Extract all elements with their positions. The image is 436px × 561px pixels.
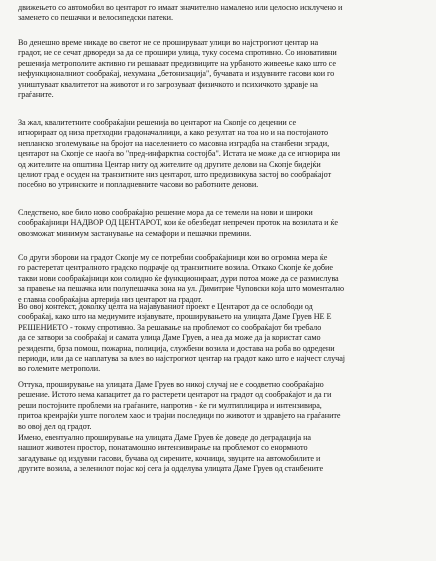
text-line: од жителите на општина Центар ниту од жителите од другите делови на Скопје бидејќи	[18, 159, 321, 169]
paragraph-7	[18, 380, 428, 432]
text-line: нефункционалниот сообраќај, нехумана „бетонизација", бучавата и издувните гасови кои го	[18, 69, 335, 79]
paragraph-3	[18, 118, 428, 191]
text-line: резиденти, брза помош, пожарна, полиција, службени возила и достава на роба во одредени	[18, 343, 335, 353]
text-line: РЕШЕНИЕТО - токму спротивно. За решавање на проблемот со сообраќајот би требало	[18, 322, 322, 332]
text-line: да се затвори за сообраќај и самата улица Даме Груев, а неа да може да ја користат само	[18, 333, 321, 343]
text-line: уништуваат квалитетот на животот и го загрозуваат физичкото и психичкото здравје на	[18, 79, 318, 89]
text-line: посебно во утринските и попладневните часови во работните денови.	[18, 180, 259, 190]
text-line: сообраќајници НАДВОР ОД ЦЕНТАРОТ, кои ќе обезбедат непречен проток на возилата и ќе	[18, 218, 339, 228]
paragraph-8	[18, 433, 428, 475]
paragraph-5	[18, 253, 428, 305]
text-line: центарот на Скопје се наоѓа во "пред-инфарктна состојба". Истата не може да се игнорира ни	[18, 149, 340, 159]
text-line: такви нови сообраќајници кои солидно ќе функционираат, дури потоа може да се размислува	[18, 273, 339, 283]
text-line: во овој дел од градот.	[18, 421, 92, 431]
text-line: реши постојните проблеми на граѓаните, напротив - ќе ги мултиплицира и интензивира,	[18, 400, 322, 410]
text-line: овозможат минимум застанување на семафори и пешачки премини.	[18, 228, 252, 238]
text-line: го растеретат централното градско подрачје од транзитните возила. Откако Скопје ќе добие	[18, 263, 333, 273]
text-line: Оттука, проширување на улицата Даме Груев во никој случај не е соодветно сообраќајно	[18, 380, 324, 389]
text-line: За жал, квалитетните сообраќајни решенија во центарот на Скопје со децении се	[18, 118, 297, 127]
text-line: непланско зголемување на бројот на населението со масовна изградба на станбени згради,	[18, 138, 330, 148]
text-line: граѓаните.	[18, 90, 54, 100]
text-line: Следствено, кое било ново сообраќајно решение мора да се темели на нови и широки	[18, 208, 313, 217]
text-line: периоди, или да се наплатува за влез во најстрогиот центар на градот како што е најчест случај	[18, 354, 346, 364]
text-line: сообраќај, како што на медиумите изјавувате, проширувањето на улицата Даме Груев НЕ Е	[18, 312, 332, 322]
text-line: движењето со автомобил во центарот го имаат значително намалено или целосно исклучено и	[18, 3, 343, 12]
text-line: во големите метрополи.	[18, 364, 101, 374]
paragraph-2	[18, 38, 428, 100]
text-line: Во денешно време никаде во светот не се проширувaат улици во најстрогиот центар на	[18, 38, 319, 47]
text-line: за правење на пешачка или полупешачка зона на ул. Димитрие Чуповски која што моментално	[18, 284, 345, 294]
paragraph-4	[18, 208, 428, 239]
paragraph-6	[18, 302, 428, 375]
text-line: Имено, евентуално проширување на улицата Даме Груев ќе доведе до деградација на	[18, 433, 311, 442]
text-line: другите возила, а зеленилот појас кој сега ја одделува улицата Даме Груев од станбените	[18, 464, 324, 474]
text-line: игнорираат од низа претходни градоначалници, а како резултат на тоа но и на постојаното	[18, 128, 329, 138]
text-line: Во овој контекст, доколку целта на најавуваниот проект е Центарот да се ослободи од	[18, 302, 313, 311]
text-line: Со други зборови на градот Скопје му се потребни сообраќајници кои во огромна мера ќе	[18, 253, 328, 262]
text-line: притоа креирајќи уште поголем хаос и трајни последици по животот и здравјето на граѓаните	[18, 411, 341, 421]
text-line: заменето со пешачки и велосипедски патеки.	[18, 13, 173, 23]
text-line: загадување од издувни гасови, бучава од сирените, кочници, звуците на автомобилите и	[18, 453, 321, 463]
text-line: е главна сообраќајна артерија низ центарот на градот.	[18, 294, 203, 304]
text-line: целиот град е осуден на транзитните низ центарот, што предизвикува застој во сообраќајот	[18, 170, 332, 180]
text-line: решенија метрополите активно ги решаваат предизвиците на урбаното живеење како што се	[18, 58, 336, 68]
text-line: нашиот животен простор, понатамошно интензивирање на проблемот со енормното	[18, 443, 308, 453]
text-line: решение. Истото нема капацитет да го растерети центарот на градот од сообраќајот и да ги	[18, 390, 332, 400]
paragraph-1	[18, 3, 428, 24]
text-line: градот, не се сечат дрвореди за да се прошири улица, туку сосема спротивно. Со иновативни	[18, 48, 337, 58]
